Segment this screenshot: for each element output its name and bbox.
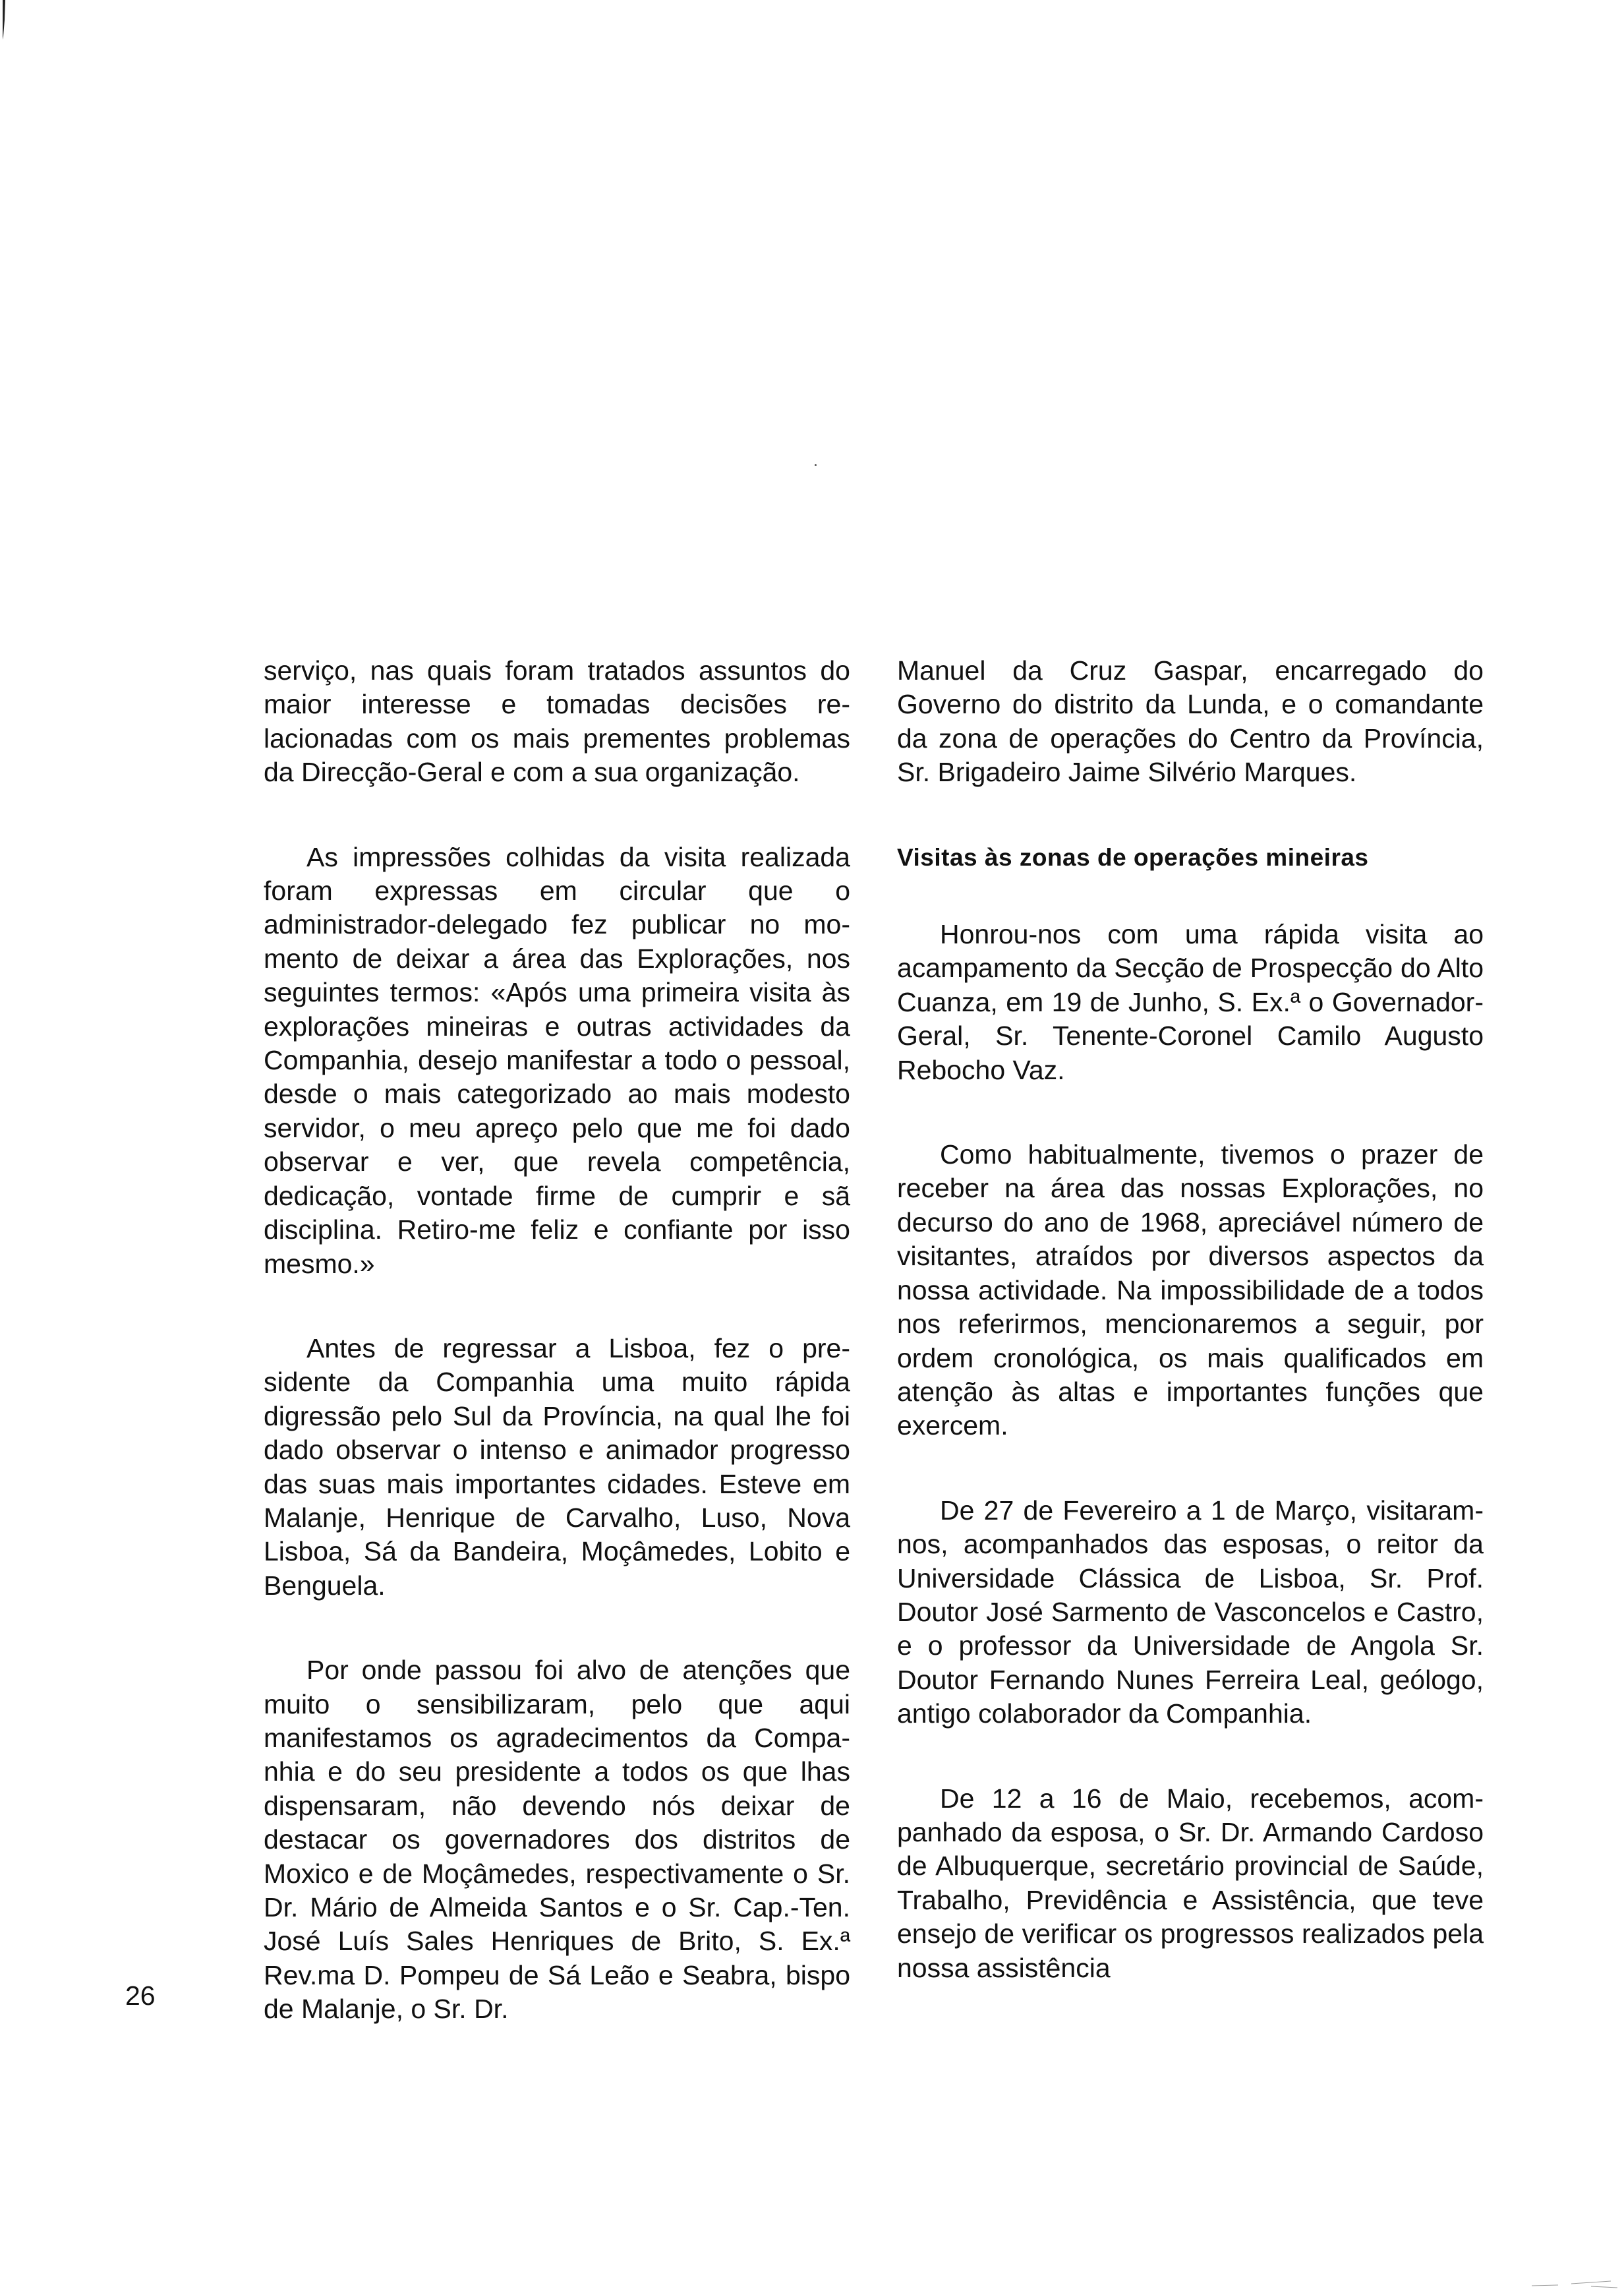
section-heading: Visitas às zonas de operações mineiras [897,843,1369,871]
right-paragraph-4: De 12 a 16 de Maio, recebemos, acompanhado da esposa, o Sr. Dr. Armando Cardoso de Albuquerque, secretário provincial de Saúde, Trabalho, Previdência e Assistência, que teve ensejo de verificar os progressos realizados pela nossa assistência [897,1783,1484,1983]
left-paragraph-3: Antes de regressar a Lisboa, fez o presidente da Companhia uma muito rápida digressão pelo Sul da Província, na qual lhe foi dado observar o intenso e animador progresso das suas mais importantes cidades. Esteve em Malanje, Henrique de Carvalho, Luso, Nova Lisboa, Sá da Bandeira, Moçâmedes, Lobito e Benguela. [264,1332,850,1601]
scan-corner-noise [1532,2276,1617,2289]
right-paragraph-3: De 27 de Fevereiro a 1 de Março, visitaram-nos, acompanhados das esposas, o reitor da Universidade Clássica de Lisboa, Sr. Prof. Doutor José Sarmento de Vasconcelos e Castro, e o professor da Universidade de Angola Sr. Doutor Fernando Nunes Ferreira Leal, geólogo, antigo colaborador da Companhia. [897,1495,1484,1729]
left-paragraph-4: Por onde passou foi alvo de atenções que muito o sensibilizaram, pelo que aqui manifestamos os agradecimentos da Companhia e do seu presidente a todos os que lhas dispensaram, não devendo nós deixar de destacar os governadores dos distritos de Moxico e de Moçâmedes, respectivamente o Sr. Dr. Mário de Almeida Santos e o Sr. Cap.-Ten. José Luís Sales Henriques de Brito, S. Ex.ª Rev.ma D. Pompeu de Sá Leão e Seabra, bispo de Malanje, o Sr. Dr. [264,1655,850,2025]
right-column [897,654,1484,1985]
scan-speck [815,464,817,466]
right-intro-paragraph: Manuel da Cruz Gaspar, encarregado do Governo do distrito da Lunda, e o comandante da zona de operações do Centro da Província, Sr. Brigadeiro Jaime Silvério Marques. [897,655,1484,788]
page-number: 26 [125,1980,156,2011]
left-paragraph-2: As impressões colhidas da visita realizada foram expressas em circular que o administrador-delegado fez publicar no momento de deixar a área das Explorações, nos seguintes termos: «Após uma primeira visita às explorações mineiras e outras actividades da Companhia, desejo manifestar a todo o pessoal, desde o mais categorizado ao mais modesto servidor, o meu apreço pelo que me foi dado observar e ver, que revela competência, dedicação, vontade firme de cumprir e sã disciplina. Retiro-me feliz e confiante por isso mesmo.» [264,841,850,1279]
right-paragraph-2: Como habitualmente, tivemos o prazer de receber na área das nossas Explorações, no decurso do ano de 1968, apreciável número de visitantes, atraídos por diversos aspectos da nossa actividade. Na impossibilidade de a todos nos referirmos, mencionaremos a seguir, por ordem cronológica, os mais qualificados em atenção às altas e importantes funções que exercem. [897,1139,1484,1441]
right-paragraph-1: Honrou-nos com uma rápida visita ao acampamento da Secção de Prospecção do Alto Cuanza, em 19 de Junho, S. Ex.ª o Governador-Geral, Sr. Tenente-Coronel Camilo Augusto Rebocho Vaz. [897,919,1484,1085]
scan-edge-mark [1,0,8,40]
left-column [264,654,850,2027]
left-paragraph-1: serviço, nas quais foram tratados assuntos do maior interesse e tomadas decisões relacionadas com os mais prementes problemas da Direcção-Geral e com a sua organização. [264,655,850,788]
